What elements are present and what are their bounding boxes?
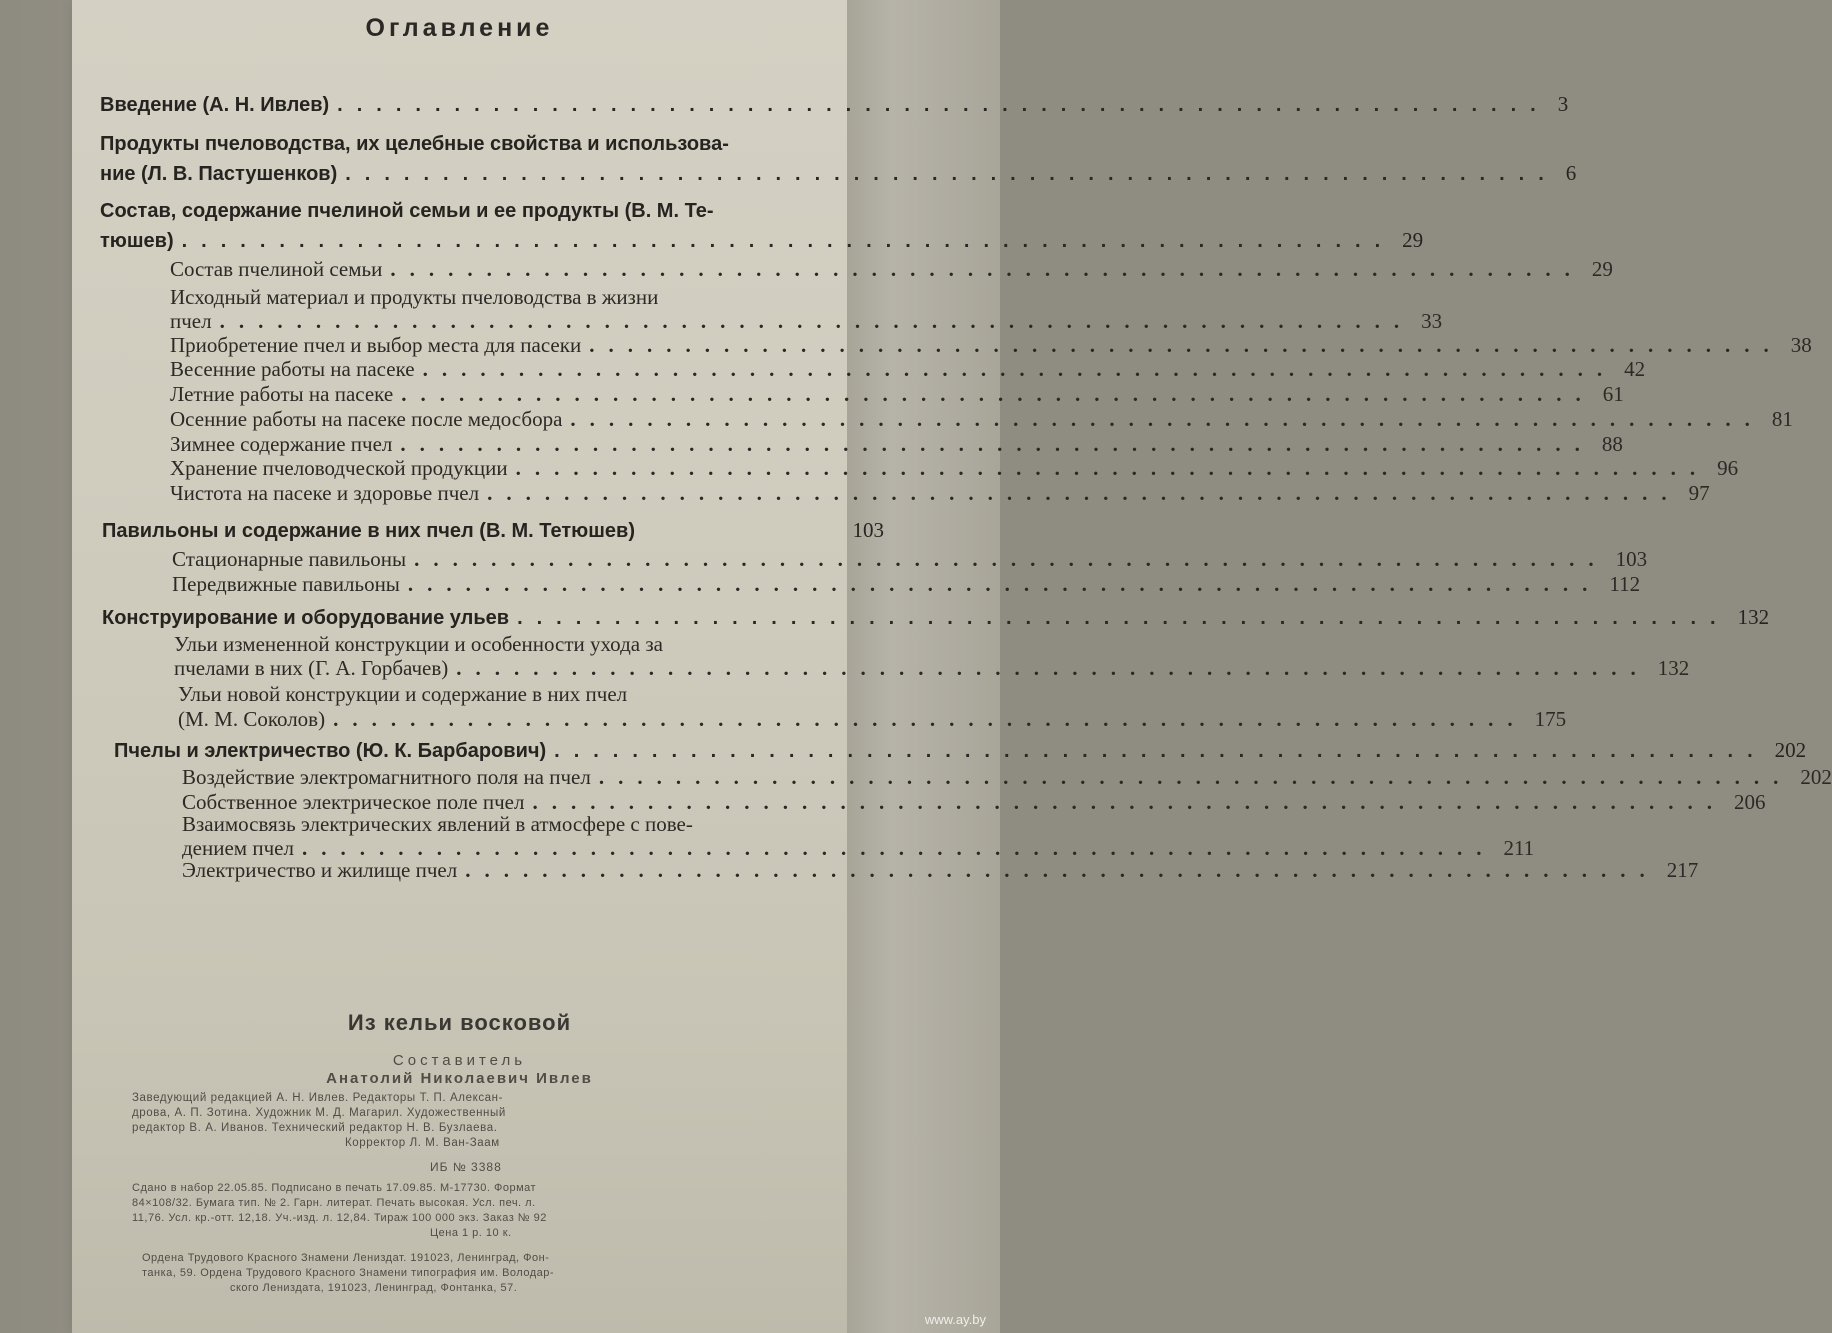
toc-subentry bbox=[182, 858, 1699, 882]
page-number: 88 bbox=[1601, 432, 1623, 456]
leader-dots: .............................................................. bbox=[422, 357, 1617, 381]
leader-dots: .............................................................. bbox=[219, 309, 1414, 333]
entry-text: Весенние работы на пасеке bbox=[170, 357, 415, 381]
page-number: 202 bbox=[1774, 738, 1807, 762]
leader-dots: .............................................................. bbox=[345, 163, 1558, 185]
page-number: 29 bbox=[1591, 257, 1613, 281]
page-number: 217 bbox=[1666, 858, 1699, 882]
toc-subentry bbox=[174, 656, 1690, 680]
entry-text: Осенние работы на пасеке после медосбора bbox=[170, 407, 563, 431]
toc-subentry bbox=[170, 357, 1646, 381]
toc-subentry bbox=[172, 572, 1641, 596]
page-number: 103 bbox=[1615, 547, 1648, 571]
page-number: 61 bbox=[1602, 382, 1624, 406]
page-number: 81 bbox=[1771, 407, 1793, 431]
leader-dots: .............................................................. bbox=[465, 858, 1659, 882]
toc-subentry-line1 bbox=[182, 812, 822, 836]
entry-text: Чистота на пасеке и здоровье пчел bbox=[170, 481, 480, 505]
page-number: 33 bbox=[1421, 309, 1443, 333]
leader-dots: .............................................................. bbox=[390, 257, 1584, 281]
page-number: 96 bbox=[1717, 456, 1739, 480]
imprint-editors-1: Заведующий редакцией А. Н. Ивлев. Редакторы Т. П. Алексан- bbox=[132, 1092, 504, 1104]
toc-subentry-line1 bbox=[178, 682, 828, 706]
leader-dots: .............................................................. bbox=[407, 572, 1602, 596]
toc-subentry bbox=[170, 456, 1739, 480]
entry-text: Продукты пчеловодства, их целебные свойства и использова- bbox=[100, 133, 729, 155]
leader-dots: .............................................................. bbox=[414, 547, 1608, 571]
leader-dots: .............................................................. bbox=[456, 656, 1650, 680]
leader-dots: .............................................................. bbox=[532, 790, 1726, 814]
imprint-title: Из кельи восковой bbox=[347, 1010, 572, 1035]
entry-text: Пчелы и электричество (Ю. К. Барбарович) bbox=[114, 740, 547, 762]
toc-entry-intro bbox=[100, 92, 1569, 117]
toc-subentry bbox=[170, 481, 1710, 505]
entry-text: Конструирование и оборудование ульев bbox=[102, 607, 510, 629]
toc-subentry bbox=[170, 432, 1623, 456]
toc-title: Оглавление bbox=[365, 14, 554, 42]
page-number: 103 bbox=[852, 518, 884, 542]
imprint-editors-3: редактор В. А. Иванов. Технический редактор Н. В. Бузлаева. bbox=[132, 1122, 498, 1134]
toc-subentry-line1 bbox=[174, 632, 824, 656]
leader-dots: .............................................................. bbox=[400, 432, 1594, 456]
entry-text: Зимнее содержание пчел bbox=[170, 432, 393, 456]
entry-text: Состав пчелиной семьи bbox=[170, 257, 383, 281]
leader-dots: .............................................................. bbox=[554, 740, 1767, 762]
imprint-publisher-1: Ордена Трудового Красного Знамени Лениздат. 191023, Ленинград, Фон- bbox=[142, 1252, 550, 1264]
page-number: 132 bbox=[1737, 605, 1770, 629]
entry-text: Павильоны и содержание в них пчел (В. М. Тетюшев) bbox=[102, 520, 635, 542]
entry-text: Передвижные павильоны bbox=[172, 572, 400, 596]
page-number: 202 bbox=[1800, 765, 1832, 789]
entry-text: ние (Л. В. Пастушенков) bbox=[100, 163, 338, 185]
entry-text: Ульи новой конструкции и содержание в них пчел bbox=[178, 682, 628, 706]
entry-text: Стационарные павильоны bbox=[172, 547, 407, 571]
leader-dots: .............................................................. bbox=[598, 765, 1793, 789]
page-number: 29 bbox=[1402, 228, 1424, 252]
entry-text: тюшев) bbox=[100, 230, 174, 252]
page-number: 97 bbox=[1688, 481, 1710, 505]
entry-text: Введение (А. Н. Ивлев) bbox=[100, 94, 330, 116]
imprint-editors-4: Корректор Л. М. Ван-Заам bbox=[345, 1137, 500, 1149]
leader-dots: .............................................................. bbox=[570, 407, 1764, 431]
entry-text: Хранение пчеловодческой продукции bbox=[170, 456, 508, 480]
page-number: 112 bbox=[1609, 572, 1641, 596]
toc-subentry bbox=[182, 790, 1766, 814]
page-number: 206 bbox=[1733, 790, 1766, 814]
entry-text: (М. М. Соколов) bbox=[178, 707, 326, 731]
entry-text: Собственное электрическое поле пчел bbox=[182, 790, 525, 814]
toc-subentry-line1 bbox=[170, 285, 850, 309]
page-number: 6 bbox=[1565, 161, 1577, 185]
entry-text: Взаимосвязь электрических явлений в атмосфере с пове- bbox=[182, 812, 693, 836]
page-number: 3 bbox=[1557, 92, 1569, 116]
entry-text: Воздействие электромагнитного поля на пчел bbox=[182, 765, 591, 789]
toc-entry-products bbox=[100, 161, 1577, 186]
toc-subentry bbox=[170, 407, 1793, 431]
entry-text: Летние работы на пасеке bbox=[170, 382, 394, 406]
entry-text: Приобретение пчел и выбор места для пасеки bbox=[170, 333, 582, 357]
toc-entry-composition-line1 bbox=[100, 199, 860, 223]
toc-subentry bbox=[182, 765, 1832, 789]
toc-subentry bbox=[182, 836, 1535, 860]
page-number: 211 bbox=[1503, 836, 1535, 860]
entry-text: пчел bbox=[170, 309, 212, 333]
leader-dots: .............................................................. bbox=[333, 707, 1527, 731]
entry-text: пчелами в них (Г. А. Горбачев) bbox=[174, 656, 449, 680]
compiler-name: Анатолий Николаевич Ивлев bbox=[326, 1070, 593, 1087]
leader-dots: .............................................................. bbox=[515, 456, 1710, 480]
entry-text: Электричество и жилище пчел bbox=[182, 858, 458, 882]
toc-subentry bbox=[170, 382, 1624, 406]
toc-subentry bbox=[178, 707, 1567, 731]
leader-dots: .............................................................. bbox=[181, 230, 1395, 252]
leader-dots: .............................................................. bbox=[517, 607, 1730, 629]
leader-dots: .............................................................. bbox=[589, 333, 1783, 357]
leader-dots: .............................................................. bbox=[337, 94, 1550, 116]
imprint-publisher-3: ского Лениздата, 191023, Ленинград, Фонтанка, 57. bbox=[230, 1282, 518, 1294]
page-number: 132 bbox=[1657, 656, 1690, 680]
watermark: www.ay.by bbox=[924, 1312, 986, 1327]
imprint-print-1: Сдано в набор 22.05.85. Подписано в печать 17.09.85. М-17730. Формат bbox=[132, 1182, 537, 1194]
toc-entry-pavilions bbox=[102, 518, 884, 543]
leader-dots: .............................................................. bbox=[401, 382, 1595, 406]
toc-subentry bbox=[170, 309, 1443, 333]
imprint-price: Цена 1 р. 10 к. bbox=[430, 1227, 512, 1239]
entry-text: Исходный материал и продукты пчеловодства в жизни bbox=[170, 285, 659, 309]
imprint-print-2: 84×108/32. Бумага тип. № 2. Гарн. литерат. Печать высокая. Усл. печ. л. bbox=[132, 1197, 536, 1209]
toc-subentry bbox=[172, 547, 1648, 571]
entry-text: Состав, содержание пчелиной семьи и ее продукты (В. М. Те- bbox=[100, 200, 714, 222]
toc-entry-hives bbox=[102, 605, 1770, 630]
toc-subentry bbox=[170, 333, 1812, 357]
imprint-print-3: 11,76. Усл. кр.-отт. 12,18. Уч.-изд. л. 12,84. Тираж 100 000 экз. Заказ № 92 bbox=[132, 1212, 547, 1224]
imprint-editors-2: дрова, А. П. Зотина. Художник М. Д. Магарил. Художественный bbox=[132, 1107, 506, 1119]
compiler-label: Составитель bbox=[392, 1052, 527, 1069]
leader-dots: .............................................................. bbox=[487, 481, 1681, 505]
toc-entry-electricity bbox=[114, 738, 1807, 763]
page-number: 42 bbox=[1624, 357, 1646, 381]
page-number: 175 bbox=[1534, 707, 1567, 731]
page-number: 38 bbox=[1790, 333, 1812, 357]
imprint-publisher-2: танка, 59. Ордена Трудового Красного Знамени типография им. Володар- bbox=[142, 1267, 555, 1279]
toc-subentry bbox=[170, 257, 1613, 281]
imprint-isbn: ИБ № 3388 bbox=[430, 1160, 502, 1174]
toc-entry-composition bbox=[100, 228, 1424, 253]
entry-text: Ульи измененной конструкции и особенности ухода за bbox=[174, 632, 663, 656]
toc-entry-products-line1 bbox=[100, 132, 850, 156]
leader-dots: .............................................................. bbox=[301, 836, 1496, 860]
entry-text: дением пчел bbox=[182, 836, 294, 860]
